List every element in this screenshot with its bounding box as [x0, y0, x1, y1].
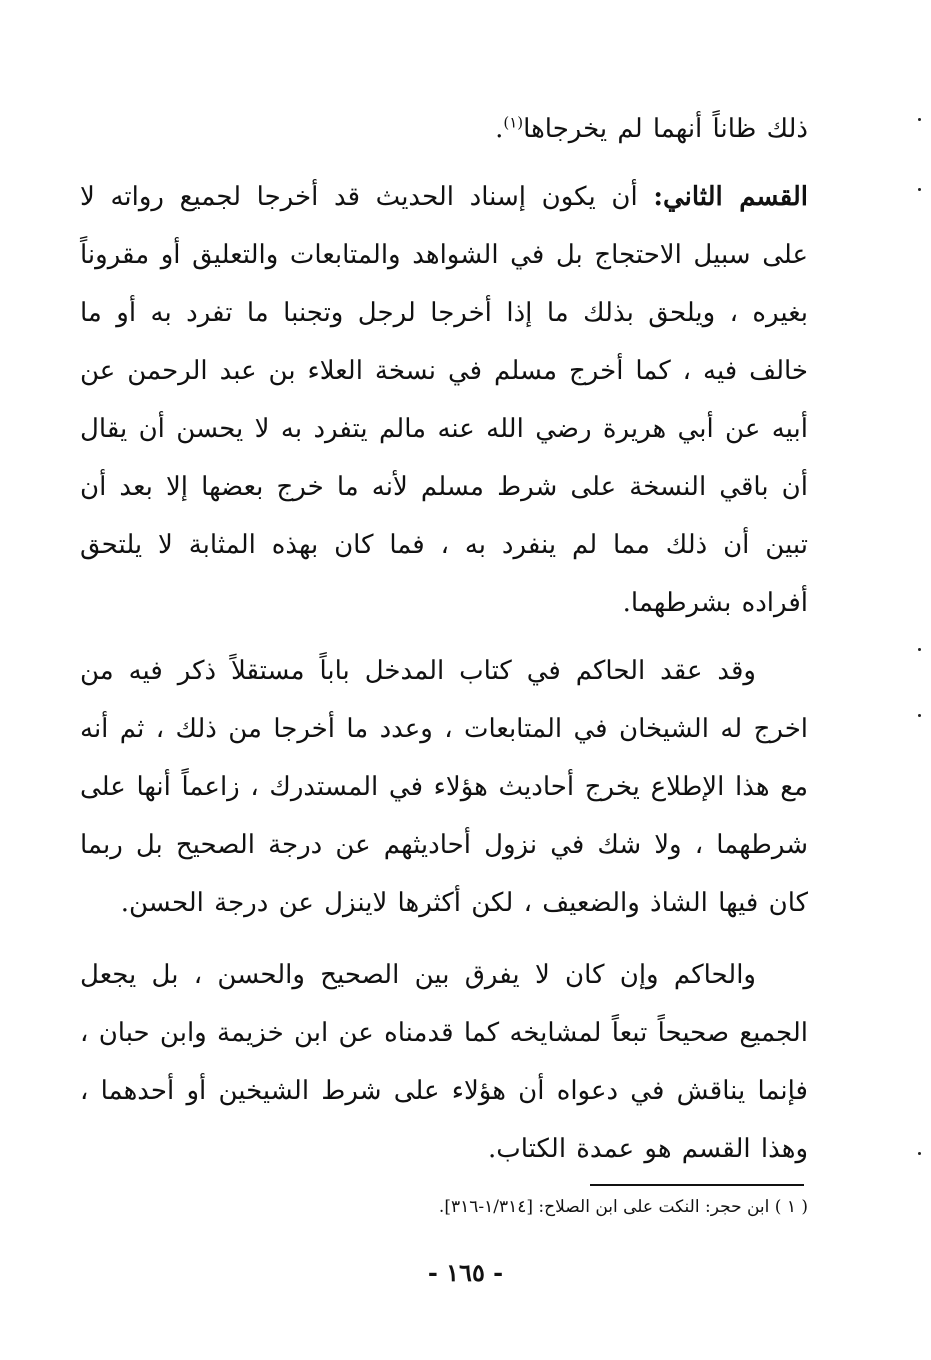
paragraph-hakim-classification-body: والحاكم وإن كان لا يفرق بين الصحيح والحسن ، بل يجعل الجميع صحيحاً تبعاً لمشايخه كما قدمناه عن ابن خزيمة وابن حبان ، فإنما يناقش في دعواه أن هؤلاء على شرط الشيخين أو أحدهما ، وهذا القسم هو عمدة الكتاب. [80, 960, 808, 1164]
footnote [80, 1194, 808, 1220]
continued-line-end: . [495, 114, 504, 144]
paragraph-hakim-madkhal [80, 642, 808, 932]
footnote-marker: (١) [503, 113, 524, 132]
paragraph-hakim-classification [80, 946, 808, 1178]
continued-line-text: ذلك ظاناً أنهما لم يخرجاها [523, 114, 808, 144]
footnote-text: ( ١ ) ابن حجر: النكت على ابن الصلاح: [١/٣١٤-٣١٦]. [438, 1197, 808, 1217]
section-heading: القسم الثاني: [653, 182, 808, 212]
margin-mark [918, 118, 921, 121]
margin-mark [918, 714, 921, 717]
paragraph-hakim-madkhal-body: وقد عقد الحاكم في كتاب المدخل باباً مستقلاً ذكر فيه من اخرج له الشيخان في المتابعات ، وعدد ما أخرجا من ذلك ، ثم أنه مع هذا الإطلاع يخرج أحاديث هؤلاء في المستدرك ، زاعماً أنها على شرطهما ، ولا شك في نزول أحاديثهم عن درجة الصحيح بل ربما كان فيها الشاذ والضعيف ، لكن أكثرها لاينزل عن درجة الحسن. [80, 656, 808, 918]
margin-mark [918, 188, 921, 191]
continued-line [80, 100, 808, 158]
margin-mark [918, 648, 921, 651]
footnote-divider [590, 1184, 804, 1186]
paragraph-section-two-body: أن يكون إسناد الحديث قد أخرجا لجميع رواته لا على سبيل الاحتجاج بل في الشواهد والمتابعات والتعليق أو مقروناً بغيره ، ويلحق بذلك ما إذا أخرجا لرجل وتجنبا ما تفرد به أو ما خالف فيه ، كما أخرج مسلم في نسخة العلاء بن عبد الرحمن عن أبيه عن أبي هريرة رضي الله عنه مالم يتفرد به لا يحسن أن يقال أن باقي النسخة على شرط مسلم لأنه ما خرج بعضها إلا بعد أن تبين أن ذلك مما لم ينفرد به ، فما كان بهذه المثابة لا يلتحق أفراده بشرطهما. [80, 182, 808, 618]
page-number: - ١٦٥ - [427, 1258, 504, 1287]
margin-mark [918, 1152, 921, 1155]
paragraph-section-two [80, 168, 808, 632]
